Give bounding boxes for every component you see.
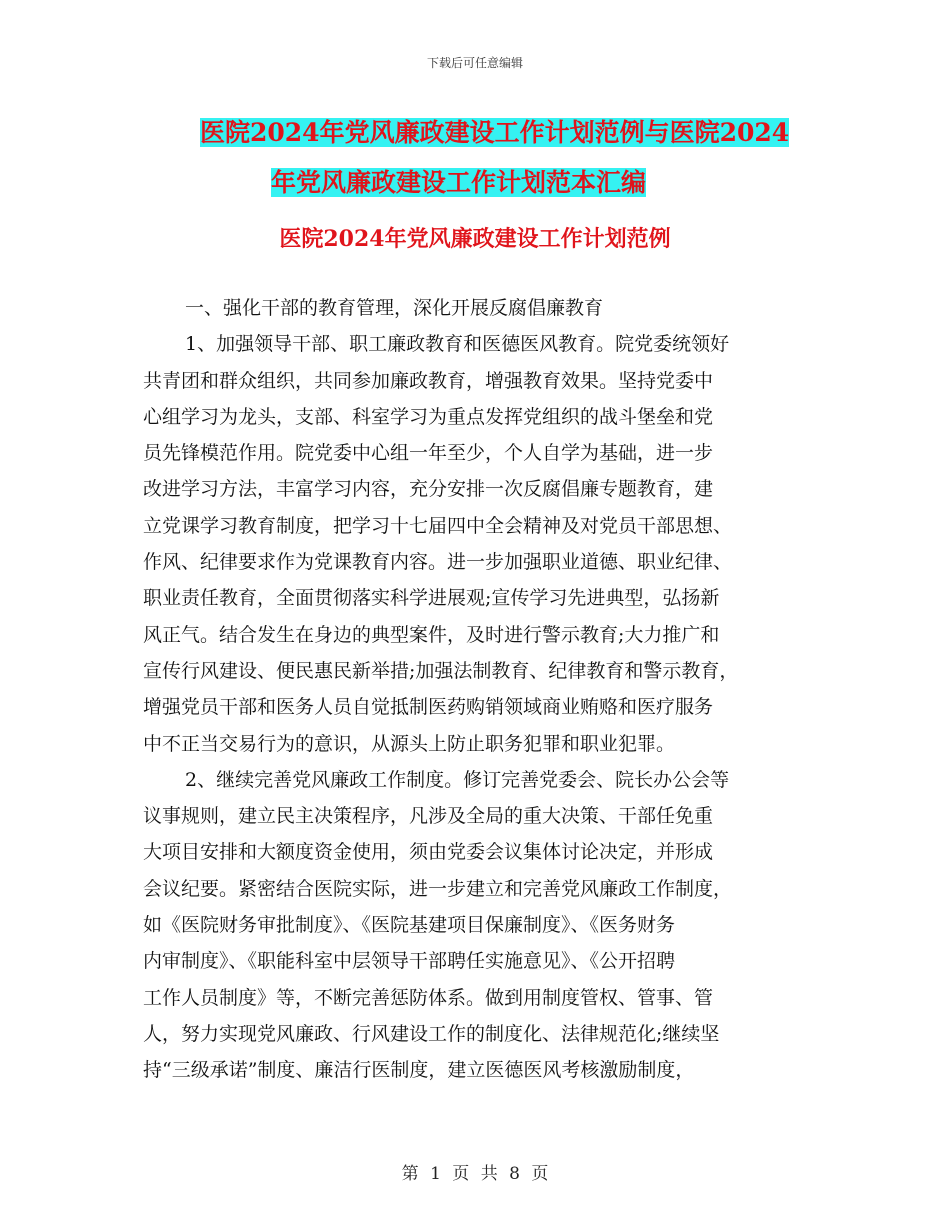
document-title-line-1: 医院2024年党风廉政建设工作计划范例与医院2024	[200, 118, 790, 147]
body-line: 员先锋模范作用。院党委中心组一年至少，个人自学为基础，进一步	[143, 442, 714, 465]
body-line: 人，努力实现党风廉政、行风建设工作的制度化、法律规范化;继续坚	[143, 1022, 720, 1045]
body-line: 共青团和群众组织，共同参加廉政教育，增强教育效果。坚持党委中	[143, 369, 714, 392]
body-line: 改进学习方法，丰富学习内容，充分安排一次反腐倡廉专题教育，建	[143, 478, 714, 501]
body-line: 宣传行风建设、便民惠民新举措;加强法制教育、纪律教育和警示教育，	[143, 659, 739, 682]
body-line: 职业责任教育，全面贯彻落实科学进展观;宣传学习先进典型，弘扬新	[143, 587, 720, 610]
document-title-line-2: 年党风廉政建设工作计划范本汇编	[271, 168, 647, 197]
body-line: 如《医院财务审批制度》、《医院基建项目保廉制度》、《医务财务	[143, 914, 676, 937]
document-title	[140, 110, 860, 206]
page-footer: 第 1 页 共 8 页	[401, 1164, 549, 1184]
body-line: 工作人员制度》等，不断完善惩防体系。做到用制度管权、管事、管	[143, 986, 714, 1009]
body-line: 一、强化干部的教育管理，深化开展反腐倡廉教育	[185, 297, 604, 319]
body-line: 内审制度》、《职能科室中层领导干部聘任实施意见》、《公开招聘	[143, 950, 676, 973]
body-line: 1、加强领导干部、职工廉政教育和医德医风教育。院党委统领好	[185, 333, 730, 356]
body-line: 风正气。结合发生在身边的典型案件，及时进行警示教育;大力推广和	[143, 623, 720, 646]
section-title: 医院2024年党风廉政建设工作计划范例	[279, 226, 671, 252]
body-line: 增强党员干部和医务人员自觉抵制医药购销领域商业贿赂和医疗服务	[143, 696, 714, 719]
body-line: 作风、纪律要求作为党课教育内容。进一步加强职业道德、职业纪律、	[143, 551, 733, 574]
body-text	[143, 290, 815, 1089]
body-line: 持“三级承诺”制度、廉洁行医制度，建立医德医风考核激励制度，	[143, 1059, 695, 1082]
body-line: 议事规则，建立民主决策程序，凡涉及全局的重大决策、干部任免重	[143, 805, 714, 828]
body-line: 中不正当交易行为的意识，从源头上防止职务犯罪和职业犯罪。	[143, 732, 676, 755]
body-line: 立党课学习教育制度，把学习十七届四中全会精神及对党员干部思想、	[143, 514, 733, 537]
body-line: 大项目安排和大额度资金使用，须由党委会议集体讨论决定，并形成	[143, 841, 714, 864]
body-line: 2、继续完善党风廉政工作制度。修订完善党委会、院长办公会等	[185, 768, 730, 791]
body-line: 心组学习为龙头，支部、科室学习为重点发挥党组织的战斗堡垒和党	[143, 405, 714, 428]
header-note: 下载后可任意编辑	[426, 56, 523, 70]
body-line: 会议纪要。紧密结合医院实际，进一步建立和完善党风廉政工作制度，	[143, 877, 733, 900]
